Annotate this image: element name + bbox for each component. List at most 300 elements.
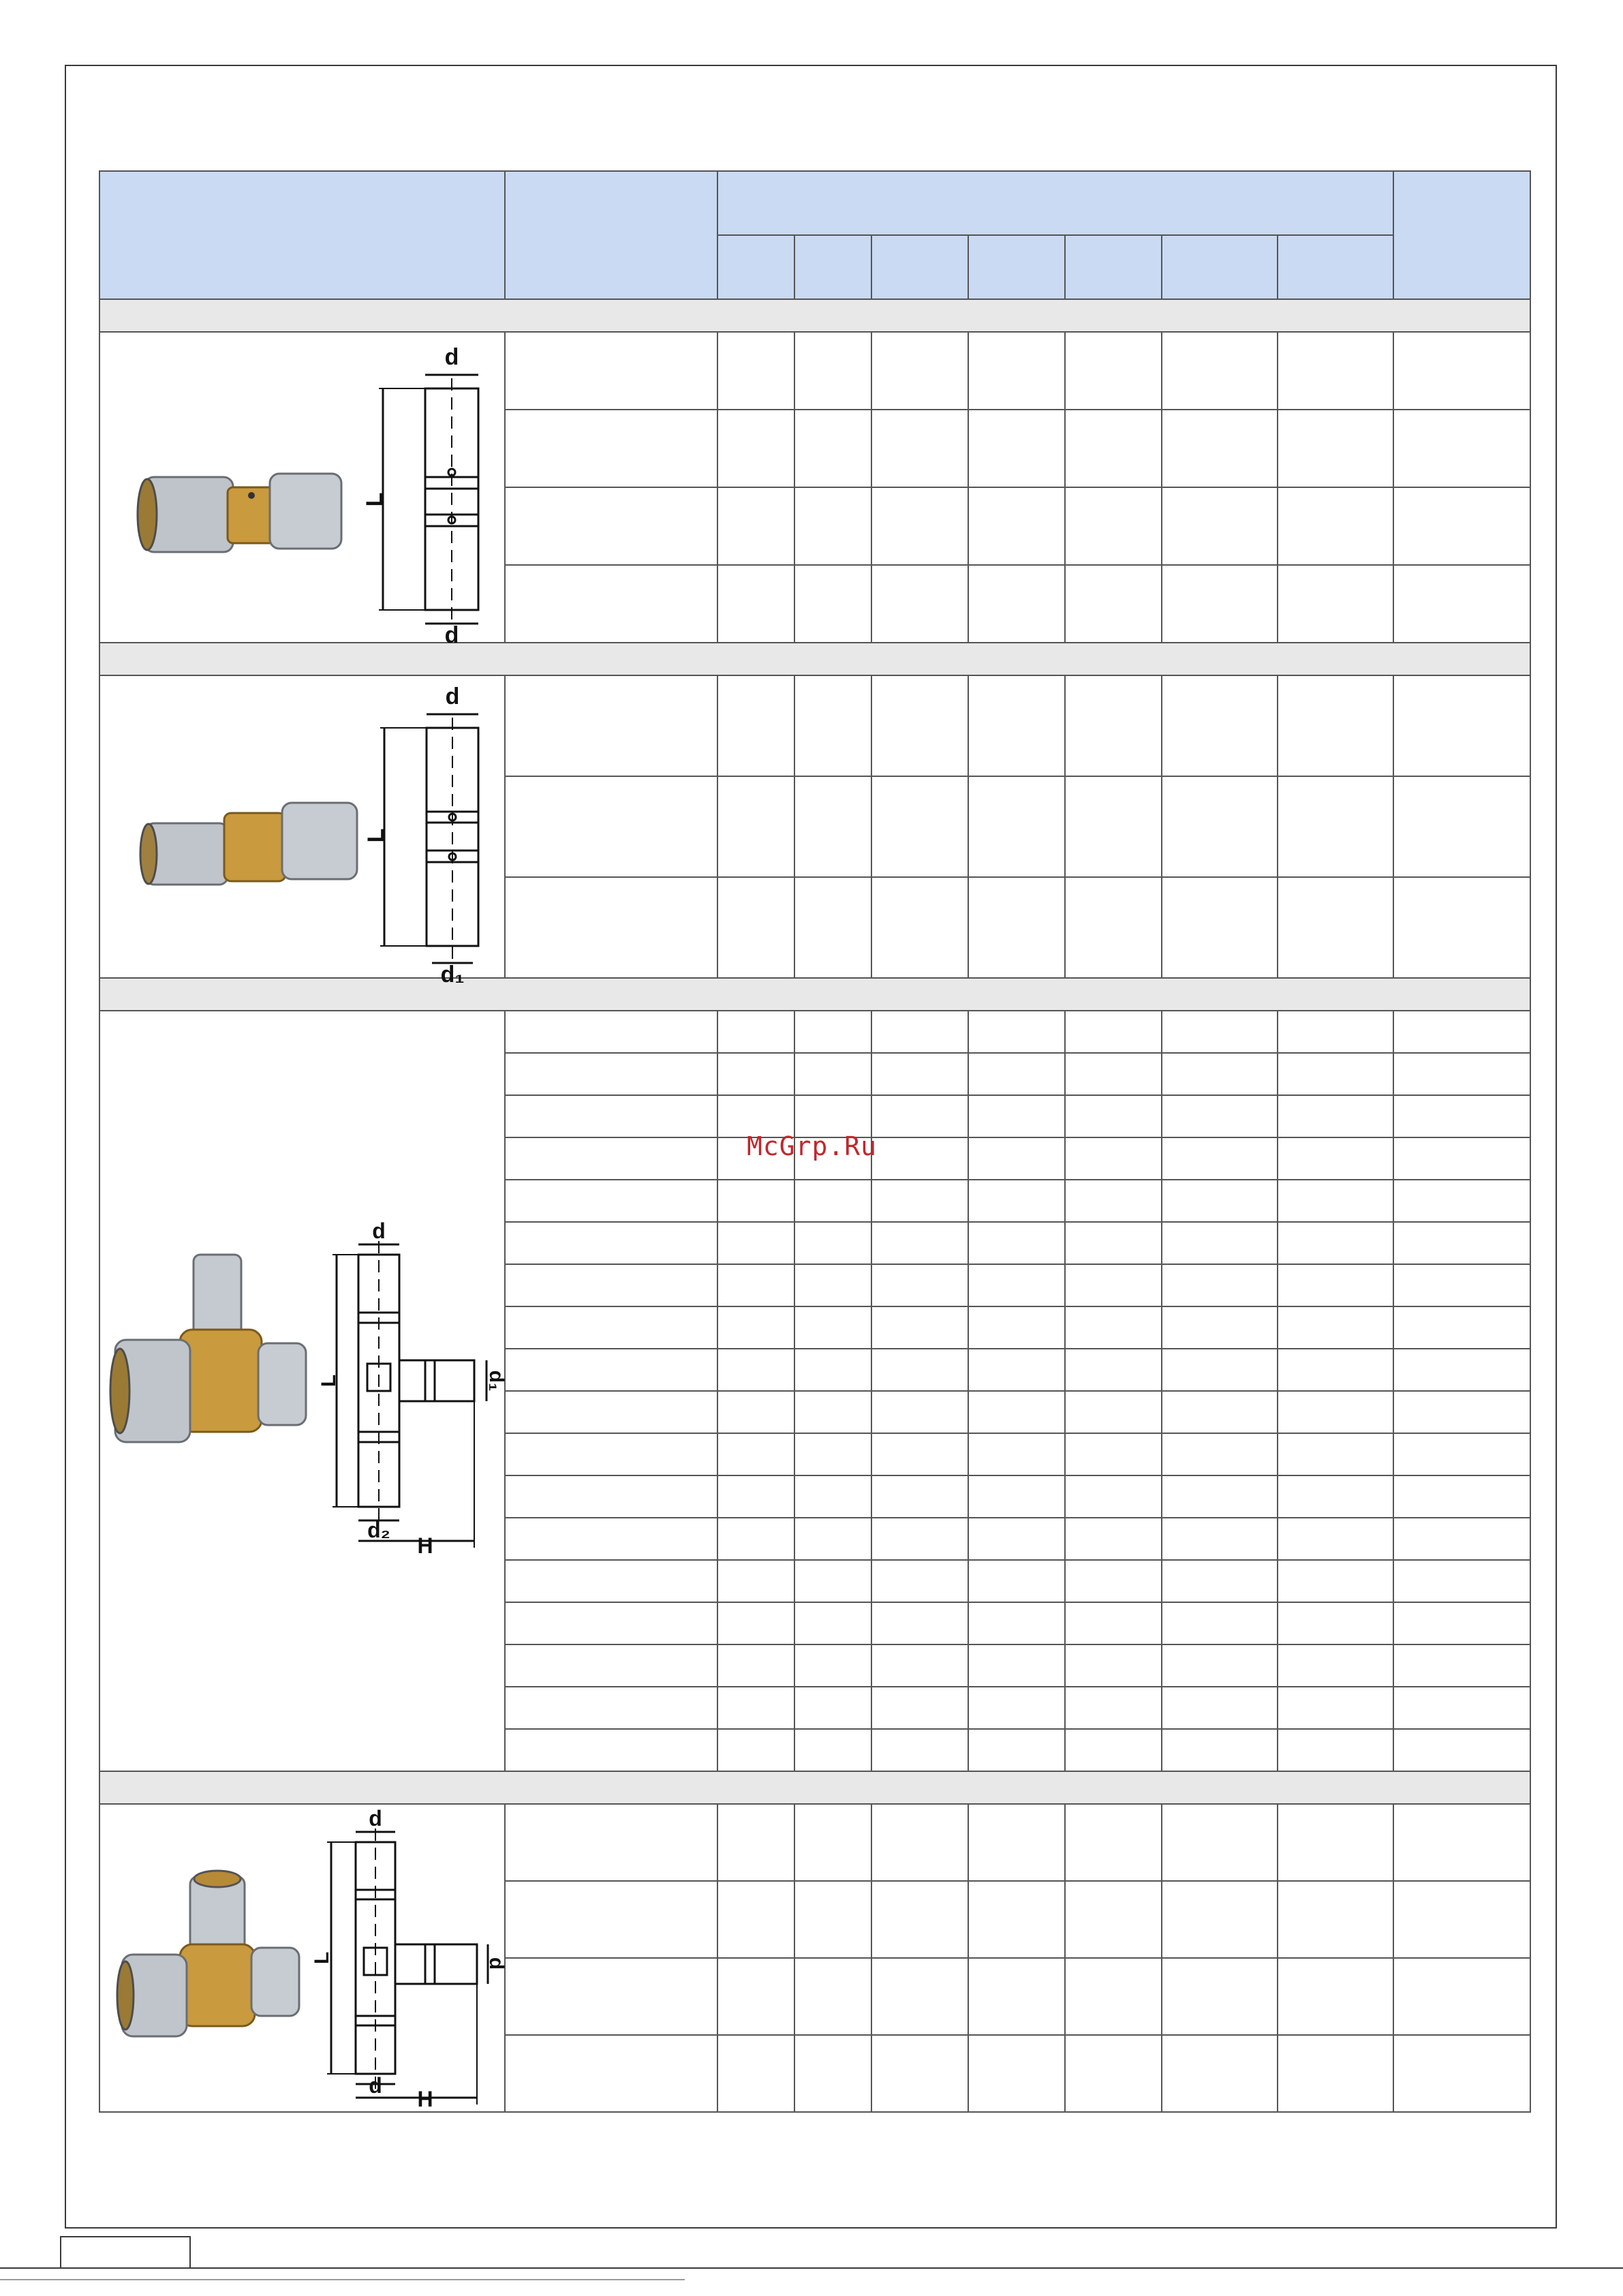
- label-L: L: [362, 828, 389, 843]
- table-cell: [1065, 1804, 1162, 1881]
- table-row: [99, 1011, 1530, 1053]
- table-cell: [871, 877, 968, 978]
- table-cell: [968, 1729, 1065, 1771]
- table-cell: [717, 1180, 794, 1222]
- table-cell: [1278, 1349, 1393, 1391]
- header-product-cell: [99, 171, 505, 299]
- table-cell: [871, 675, 968, 776]
- footer-rule-secondary: [0, 2279, 685, 2280]
- table-cell: [1393, 1729, 1530, 1771]
- table-cell: [1065, 1560, 1162, 1602]
- table-cell: [1162, 410, 1278, 487]
- label-L: L: [317, 1374, 340, 1388]
- table-cell: [871, 1391, 968, 1433]
- table-cell: [1393, 1306, 1530, 1349]
- table-cell: [717, 675, 794, 776]
- table-cell: [968, 1180, 1065, 1222]
- table-cell: [794, 1644, 871, 1687]
- table-cell: [717, 1222, 794, 1264]
- product-image-cell: [99, 675, 505, 988]
- table-cell: [1162, 1881, 1278, 1958]
- table-cell: [1162, 1729, 1278, 1771]
- table-cell: [1162, 1306, 1278, 1349]
- table-cell: [1278, 1804, 1393, 1881]
- table-cell: [794, 1804, 871, 1881]
- table-cell: [1278, 1644, 1393, 1687]
- table-cell: [505, 1602, 717, 1644]
- subheader-cell: [1278, 235, 1393, 299]
- table-cell: [717, 1560, 794, 1602]
- table-cell: [871, 1264, 968, 1306]
- table-cell: [717, 1518, 794, 1560]
- table-cell: [1393, 1958, 1530, 2035]
- table-cell: [794, 776, 871, 877]
- table-cell: [1393, 1602, 1530, 1644]
- table-cell: [717, 2035, 794, 2112]
- tee-photo: [110, 1255, 306, 1442]
- table-cell: [505, 1804, 717, 1881]
- table-cell: [1278, 1958, 1393, 2035]
- table-cell: [871, 1958, 968, 2035]
- table-cell: [968, 410, 1065, 487]
- table-cell: [968, 1560, 1065, 1602]
- table-cell: [505, 776, 717, 877]
- table-cell: [1065, 1391, 1162, 1433]
- table-cell: [717, 1433, 794, 1475]
- table-cell: [968, 1433, 1065, 1475]
- table-cell: [1278, 1687, 1393, 1729]
- table-cell: [871, 1518, 968, 1560]
- table-cell: [1065, 1095, 1162, 1137]
- table-cell: [794, 1602, 871, 1644]
- table-cell: [794, 1729, 871, 1771]
- table-cell: [1065, 1687, 1162, 1729]
- table-cell: [871, 1729, 968, 1771]
- watermark-text: McGrp.Ru: [747, 1131, 878, 1161]
- subheader-cell: [1065, 235, 1162, 299]
- table-cell: [717, 1306, 794, 1349]
- table-cell: [871, 1433, 968, 1475]
- table-cell: [794, 410, 871, 487]
- table-cell: [505, 1881, 717, 1958]
- table-cell: [794, 1560, 871, 1602]
- section-title-row: [99, 299, 1530, 332]
- table-cell: [1393, 410, 1530, 487]
- table-cell: [794, 565, 871, 643]
- table-cell: [1278, 1053, 1393, 1095]
- table-cell: [505, 2035, 717, 2112]
- table-cell: [968, 1222, 1065, 1264]
- table-cell: [968, 1475, 1065, 1518]
- table-cell: [871, 1349, 968, 1391]
- label-d-top: d: [445, 684, 459, 709]
- section-title-cell: [99, 978, 1530, 1011]
- table-cell: [1065, 675, 1162, 776]
- table-cell: [871, 1475, 968, 1518]
- table-cell: [968, 487, 1065, 565]
- table-cell: [1393, 1881, 1530, 1958]
- table-cell: [1278, 1560, 1393, 1602]
- table-cell: [717, 1644, 794, 1687]
- table-cell: [794, 1687, 871, 1729]
- reducing-coupling-photo: [140, 803, 357, 885]
- table-cell: [505, 1958, 717, 2035]
- table-row: [99, 332, 1530, 410]
- table-cell: [717, 1264, 794, 1306]
- table-cell: [794, 1433, 871, 1475]
- subheader-cell: [717, 235, 794, 299]
- table-header-row: [99, 171, 1530, 235]
- table-cell: [871, 1881, 968, 1958]
- table-cell: [871, 1687, 968, 1729]
- table-cell: [968, 776, 1065, 877]
- table-cell: [1065, 1475, 1162, 1518]
- header-code-cell: [505, 171, 717, 299]
- footer-rule: [0, 2267, 1623, 2269]
- table-cell: [1065, 776, 1162, 877]
- table-cell: [794, 487, 871, 565]
- table-cell: [717, 1011, 794, 1053]
- table-cell: [1065, 1349, 1162, 1391]
- table-cell: [968, 1095, 1065, 1137]
- table-cell: [794, 1518, 871, 1560]
- table-cell: [1278, 1222, 1393, 1264]
- table-cell: [968, 1264, 1065, 1306]
- section-title-row: [99, 978, 1530, 1011]
- table-cell: [1065, 1264, 1162, 1306]
- label-d-bottom: d: [444, 622, 459, 648]
- table-cell: [1278, 1729, 1393, 1771]
- reducing-coupling-illustration: [112, 677, 493, 988]
- label-d-side: d: [484, 1957, 508, 1970]
- table-cell: [717, 1349, 794, 1391]
- table-cell: [968, 1687, 1065, 1729]
- table-cell: [1065, 332, 1162, 410]
- table-cell: [1393, 675, 1530, 776]
- label-d-top: d: [368, 1806, 382, 1831]
- table-cell: [1162, 877, 1278, 978]
- table-cell: [1162, 1391, 1278, 1433]
- table-cell: [871, 1095, 968, 1137]
- table-cell: [968, 1391, 1065, 1433]
- table-cell: [505, 1137, 717, 1180]
- table-cell: [505, 1644, 717, 1687]
- table-cell: [968, 675, 1065, 776]
- label-d-top: d: [371, 1219, 386, 1243]
- table-cell: [505, 1687, 717, 1729]
- table-cell: [1278, 877, 1393, 978]
- table-cell: [968, 332, 1065, 410]
- table-cell: [794, 1475, 871, 1518]
- table-cell: [1162, 1222, 1278, 1264]
- table-cell: [717, 1804, 794, 1881]
- table-cell: [1162, 675, 1278, 776]
- table-cell: [1065, 1306, 1162, 1349]
- table-cell: [794, 1264, 871, 1306]
- table-cell: [1393, 1687, 1530, 1729]
- section-title-cell: [99, 1771, 1530, 1804]
- label-d-top: d: [444, 344, 459, 370]
- table-cell: [505, 1433, 717, 1475]
- table-cell: [968, 1518, 1065, 1560]
- label-d1-side: d₁: [484, 1370, 508, 1392]
- table-cell: [968, 1053, 1065, 1095]
- section-title-cell: [99, 643, 1530, 675]
- table-cell: [717, 1687, 794, 1729]
- table-cell: [1065, 565, 1162, 643]
- table-cell: [1278, 487, 1393, 565]
- tee-drawing: [333, 1241, 486, 1548]
- table-cell: [505, 487, 717, 565]
- equal-tee-photo: [117, 1871, 299, 2036]
- table-cell: [1278, 1264, 1393, 1306]
- table-cell: [1393, 1264, 1530, 1306]
- table-cell: [1278, 1475, 1393, 1518]
- table-cell: [505, 1180, 717, 1222]
- table-cell: [871, 487, 968, 565]
- table-cell: [1162, 1560, 1278, 1602]
- table-cell: [1162, 1180, 1278, 1222]
- table-cell: [968, 1349, 1065, 1391]
- table-cell: [1393, 1349, 1530, 1391]
- table-cell: [1278, 1602, 1393, 1644]
- table-cell: [968, 1881, 1065, 1958]
- table-row: [99, 1804, 1530, 1881]
- table-cell: [1393, 1475, 1530, 1518]
- table-cell: [1162, 776, 1278, 877]
- table-cell: [1393, 1391, 1530, 1433]
- table-cell: [1393, 1560, 1530, 1602]
- table-cell: [1162, 1264, 1278, 1306]
- table-cell: [871, 776, 968, 877]
- table-cell: [1393, 776, 1530, 877]
- table-cell: [1162, 1095, 1278, 1137]
- table-cell: [1162, 1433, 1278, 1475]
- table-cell: [871, 1011, 968, 1053]
- table-cell: [1162, 1137, 1278, 1180]
- table-cell: [1393, 1095, 1530, 1137]
- table-cell: [505, 1306, 717, 1349]
- table-cell: [505, 1729, 717, 1771]
- table-cell: [717, 1958, 794, 2035]
- table-cell: [505, 1222, 717, 1264]
- table-cell: [1278, 1180, 1393, 1222]
- table-cell: [717, 1729, 794, 1771]
- table-cell: [1065, 1729, 1162, 1771]
- label-d2-bottom: d₂: [367, 1518, 390, 1542]
- table-cell: [1393, 1137, 1530, 1180]
- reducing-coupling-drawing: [380, 714, 478, 963]
- table-cell: [1393, 1180, 1530, 1222]
- table-cell: [717, 1881, 794, 1958]
- table-cell: [871, 1644, 968, 1687]
- table-cell: [1162, 1958, 1278, 2035]
- table-cell: [717, 1602, 794, 1644]
- table-cell: [505, 1560, 717, 1602]
- header-pack-cell: [1393, 171, 1530, 299]
- coupling-drawing: [379, 375, 478, 624]
- table-cell: [505, 1095, 717, 1137]
- label-L: L: [310, 1951, 333, 1965]
- product-image-cell: [99, 1011, 508, 1771]
- table-cell: [505, 877, 717, 978]
- table-cell: [1278, 1433, 1393, 1475]
- table-cell: [871, 1053, 968, 1095]
- table-cell: [1065, 487, 1162, 565]
- table-cell: [968, 1137, 1065, 1180]
- table-cell: [794, 1881, 871, 1958]
- table-cell: [1162, 1475, 1278, 1518]
- table-cell: [717, 776, 794, 877]
- table-cell: [1065, 1053, 1162, 1095]
- table-cell: [1393, 1804, 1530, 1881]
- table-cell: [1393, 2035, 1530, 2112]
- section-title-cell: [99, 299, 1530, 332]
- subheader-cell: [794, 235, 871, 299]
- table-cell: [968, 1804, 1065, 1881]
- label-d1-bottom: d₁: [440, 962, 464, 988]
- table-cell: [505, 332, 717, 410]
- table-cell: [717, 410, 794, 487]
- table-cell: [871, 1222, 968, 1264]
- table-cell: [1278, 565, 1393, 643]
- table-cell: [794, 1222, 871, 1264]
- label-H: H: [416, 2087, 433, 2111]
- table-cell: [1065, 1518, 1162, 1560]
- table-cell: [1393, 1433, 1530, 1475]
- table-cell: [505, 1011, 717, 1053]
- table-cell: [1393, 565, 1530, 643]
- table-cell: [1278, 1518, 1393, 1560]
- table-cell: [871, 1804, 968, 1881]
- table-cell: [1278, 1391, 1393, 1433]
- table-cell: [1278, 1137, 1393, 1180]
- table-cell: [968, 565, 1065, 643]
- table-cell: [1065, 1644, 1162, 1687]
- section-title-row: [99, 1771, 1530, 1804]
- table-cell: [968, 1958, 1065, 2035]
- table-cell: [794, 1391, 871, 1433]
- table-cell: [1065, 1602, 1162, 1644]
- table-cell: [1278, 410, 1393, 487]
- table-cell: [717, 1391, 794, 1433]
- section-title-row: [99, 643, 1530, 675]
- table-cell: [968, 1011, 1065, 1053]
- table-cell: [1065, 1180, 1162, 1222]
- table-cell: [1278, 332, 1393, 410]
- product-image-cell: [99, 332, 505, 648]
- table-cell: [968, 2035, 1065, 2112]
- table-cell: [871, 565, 968, 643]
- table-cell: [1162, 1053, 1278, 1095]
- table-cell: [505, 1264, 717, 1306]
- table-cell: [1393, 877, 1530, 978]
- table-cell: [1162, 2035, 1278, 2112]
- table-cell: [1065, 410, 1162, 487]
- table-cell: [717, 877, 794, 978]
- page-number-tab: [60, 2236, 191, 2269]
- subheader-cell: [1162, 235, 1278, 299]
- table-cell: [1065, 1881, 1162, 1958]
- table-cell: [1162, 565, 1278, 643]
- table-cell: [871, 1180, 968, 1222]
- table-cell: [794, 1958, 871, 2035]
- table-cell: [1162, 487, 1278, 565]
- table-cell: [1162, 1011, 1278, 1053]
- table-cell: [1393, 1053, 1530, 1095]
- table-cell: [1065, 877, 1162, 978]
- table-cell: [1162, 332, 1278, 410]
- table-cell: [717, 1475, 794, 1518]
- table-cell: [1065, 1958, 1162, 2035]
- table-cell: [505, 410, 717, 487]
- table-cell: [794, 1306, 871, 1349]
- table-cell: [1162, 1644, 1278, 1687]
- table-cell: [1278, 1881, 1393, 1958]
- table-cell: [505, 1391, 717, 1433]
- table-cell: [717, 1053, 794, 1095]
- table-cell: [717, 565, 794, 643]
- header-dimensions-cell: [717, 171, 1393, 235]
- equal-tee-drawing: [327, 1828, 488, 2104]
- table-cell: [794, 2035, 871, 2112]
- table-cell: [1065, 1137, 1162, 1180]
- table-cell: [794, 1011, 871, 1053]
- table-cell: [1393, 1011, 1530, 1053]
- table-cell: [794, 332, 871, 410]
- subheader-cell: [968, 235, 1065, 299]
- table-cell: [717, 487, 794, 565]
- table-cell: [871, 332, 968, 410]
- table-cell: [794, 1053, 871, 1095]
- table-cell: [871, 1137, 968, 1180]
- table-cell: [871, 1602, 968, 1644]
- table-cell: [1393, 332, 1530, 410]
- table-cell: [871, 410, 968, 487]
- table-cell: [1393, 1518, 1530, 1560]
- table-cell: [1278, 1011, 1393, 1053]
- table-cell: [794, 1349, 871, 1391]
- table-cell: [1278, 1306, 1393, 1349]
- table-cell: [871, 2035, 968, 2112]
- table-cell: [794, 675, 871, 776]
- table-cell: [1065, 2035, 1162, 2112]
- table-cell: [968, 1644, 1065, 1687]
- table-cell: [871, 1560, 968, 1602]
- table-cell: [505, 1518, 717, 1560]
- table-cell: [505, 1349, 717, 1391]
- table-cell: [1393, 1644, 1530, 1687]
- table-cell: [968, 877, 1065, 978]
- table-cell: [505, 1475, 717, 1518]
- equal-tee-illustration: [105, 1806, 508, 2111]
- coupling-photo: [138, 474, 341, 552]
- table-cell: [1065, 1433, 1162, 1475]
- table-cell: [1278, 1095, 1393, 1137]
- table-cell: [1162, 1602, 1278, 1644]
- table-cell: [1162, 1687, 1278, 1729]
- table-cell: [1278, 776, 1393, 877]
- table-cell: [968, 1602, 1065, 1644]
- table-cell: [1278, 675, 1393, 776]
- table-cell: [871, 1306, 968, 1349]
- table-cell: [1393, 1222, 1530, 1264]
- reducing-tee-illustration: [105, 1219, 508, 1558]
- label-L: L: [361, 492, 388, 507]
- label-d-bottom: d: [368, 2073, 382, 2098]
- table-cell: [505, 675, 717, 776]
- table-row: [99, 675, 1530, 776]
